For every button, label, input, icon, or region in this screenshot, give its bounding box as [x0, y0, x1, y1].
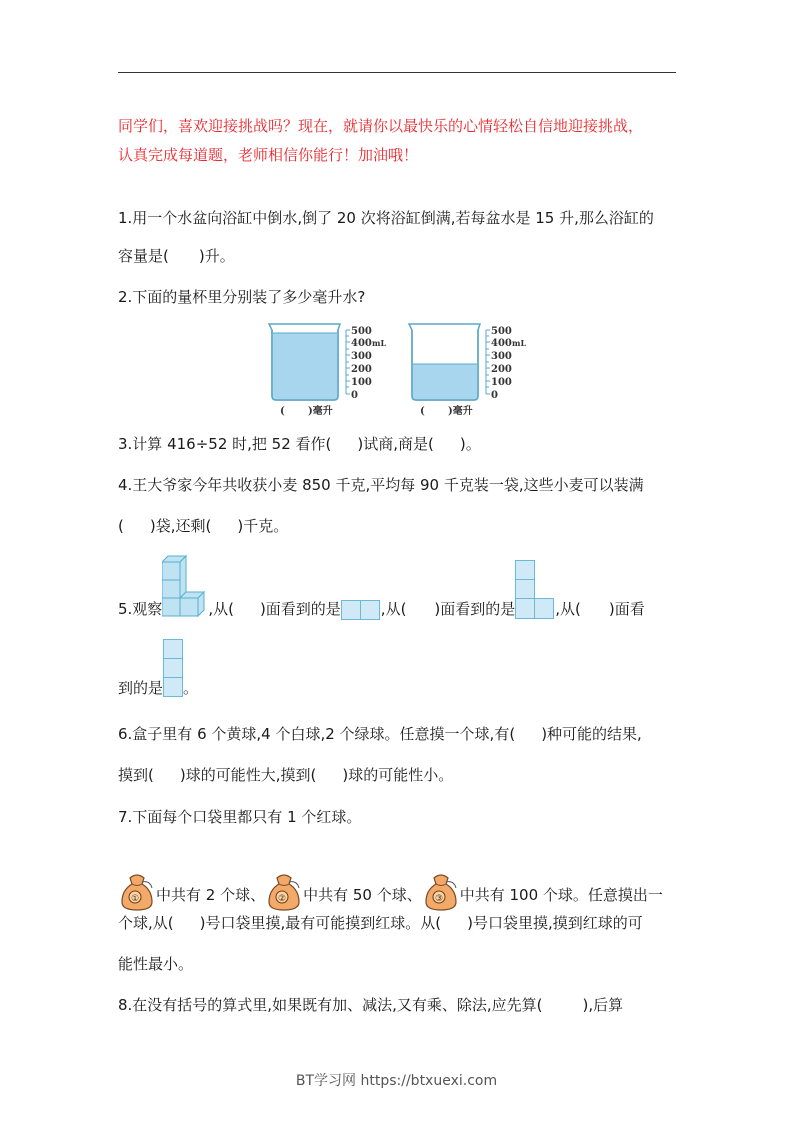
- q7-line-3: 能性最小。: [118, 955, 194, 973]
- q7-text-b: )号口袋里摸,最有可能摸到红球。从(: [199, 914, 442, 932]
- q7-text-a: 个球,从(: [118, 914, 174, 932]
- cube-stack-icon: [162, 554, 208, 622]
- svg-text:300: 300: [491, 351, 512, 362]
- q5-text-f: ,从(: [555, 600, 581, 618]
- q3-text-b: )试商,商是(: [357, 435, 434, 453]
- q7-text-c: )号口袋里摸,摸到红球的可: [467, 914, 643, 932]
- q4-text-a: (: [118, 517, 124, 535]
- q5-text-i: 。: [183, 679, 199, 697]
- q8-text-b: ),后算: [582, 996, 624, 1014]
- q5-line-1: [118, 598, 645, 620]
- q5-text-c: )面看到的是: [259, 600, 341, 618]
- q3-line: [118, 433, 481, 455]
- q6-line-2: [118, 764, 453, 786]
- q7-bags-line: [118, 870, 663, 904]
- q6-line-1: [118, 723, 642, 745]
- q6-text-d: )球的可能性大,摸到(: [179, 766, 317, 784]
- q5-text-d: ,从(: [380, 600, 407, 618]
- q6-text-e: )球的可能性小。: [342, 766, 454, 784]
- q4-line-1: 4.王大爷家今年共收获小麦 850 千克,平均每 90 千克装一袋,这些小麦可以装满: [118, 476, 644, 494]
- bag-2-icon: [265, 870, 303, 912]
- svg-text:200: 200: [491, 364, 512, 375]
- q2-text: 2.下面的量杯里分别装了多少毫升水?: [118, 288, 366, 306]
- svg-text:100: 100: [351, 377, 372, 388]
- bag-1-text: 中共有 2 个球、: [156, 886, 266, 904]
- header-rule: [118, 72, 676, 73]
- bag-3-text: 中共有 100 个球。任意摸出一: [459, 886, 663, 904]
- bag-1-icon: [118, 870, 156, 912]
- intro-line-1: 同学们，喜欢迎接挑战吗？现在，就请你以最快乐的心情轻松自信地迎接挑战，: [118, 117, 644, 135]
- q5-text-e: )面看到的是: [434, 600, 516, 618]
- svg-text:)毫升: )毫升: [448, 406, 473, 417]
- svg-text:100: 100: [491, 377, 512, 388]
- svg-text:200: 200: [351, 364, 372, 375]
- bag-1: [118, 870, 156, 906]
- bag-2-text: 中共有 50 个球、: [303, 886, 422, 904]
- q8-line: [118, 994, 623, 1016]
- q1-text-b: )升。: [198, 247, 235, 265]
- q5-line-2: [118, 677, 198, 699]
- intro-line-2: 认真完成每道题，老师相信你能行！加油哦！: [118, 146, 419, 164]
- svg-text:300: 300: [351, 351, 372, 362]
- svg-text:500: 500: [351, 326, 372, 337]
- intro-message: [118, 112, 688, 170]
- svg-text:(: (: [420, 406, 425, 417]
- q8-text-a: 8.在没有括号的算式里,如果既有加、减法,又有乘、除法,应先算(: [118, 996, 543, 1014]
- svg-text:mL: mL: [372, 338, 387, 348]
- bag-2: [265, 870, 303, 906]
- q5-text-h: 到的是: [118, 679, 164, 697]
- q1-line-1: 1.用一个水盆向浴缸中倒水,倒了 20 次将浴缸倒满,若每盆水是 15 升,那么浴缸的: [118, 209, 654, 227]
- q7-line-2: [118, 912, 643, 934]
- svg-text:0: 0: [491, 390, 498, 401]
- svg-text:②: ②: [278, 894, 287, 904]
- q6-text-a: 6.盒子里有 6 个黄球,4 个白球,2 个绿球。任意摸一个球,有(: [118, 725, 516, 743]
- footer-watermark: BT学习网 https://btxuexi.com: [295, 1073, 498, 1089]
- svg-text:0: 0: [351, 390, 358, 401]
- top-view-figure: [163, 677, 183, 699]
- svg-text:mL: mL: [512, 338, 527, 348]
- q4-text-b: )袋,还剩(: [149, 517, 212, 535]
- svg-text:400: 400: [491, 338, 512, 349]
- q4-line-2: [118, 515, 288, 537]
- beaker-figures: [266, 320, 536, 418]
- q1-text-a: 容量是(: [118, 247, 169, 265]
- q4-text-c: )千克。: [237, 517, 289, 535]
- beaker-1-icon: [266, 320, 396, 418]
- q1-line-2: [118, 245, 235, 267]
- front-view-figure: [341, 598, 381, 620]
- svg-text:)毫升: )毫升: [308, 406, 333, 417]
- cube-stack-figure: [162, 598, 208, 620]
- q3-text-c: )。: [459, 435, 481, 453]
- beaker-1: [266, 320, 396, 418]
- q5-text-g: )面看: [608, 600, 645, 618]
- bag-3-icon: [422, 870, 460, 912]
- svg-text:①: ①: [130, 894, 140, 904]
- q5-text-b: ,从(: [208, 600, 234, 618]
- side-view-figure: [515, 598, 555, 620]
- bag-3: [422, 870, 460, 906]
- beaker-2: [406, 320, 536, 418]
- q7-text: 7.下面每个口袋里都只有 1 个红球。: [118, 808, 362, 826]
- q6-text-c: 摸到(: [118, 766, 154, 784]
- svg-text:500: 500: [491, 326, 512, 337]
- beaker-2-icon: [406, 320, 536, 418]
- svg-text:(: (: [280, 406, 285, 417]
- q6-text-b: )种可能的结果,: [541, 725, 642, 743]
- svg-text:③: ③: [434, 894, 443, 904]
- q5-text-a: 5.观察: [118, 600, 163, 618]
- svg-text:400: 400: [351, 338, 372, 349]
- q3-text-a: 3.计算 416÷52 时,把 52 看作(: [118, 435, 332, 453]
